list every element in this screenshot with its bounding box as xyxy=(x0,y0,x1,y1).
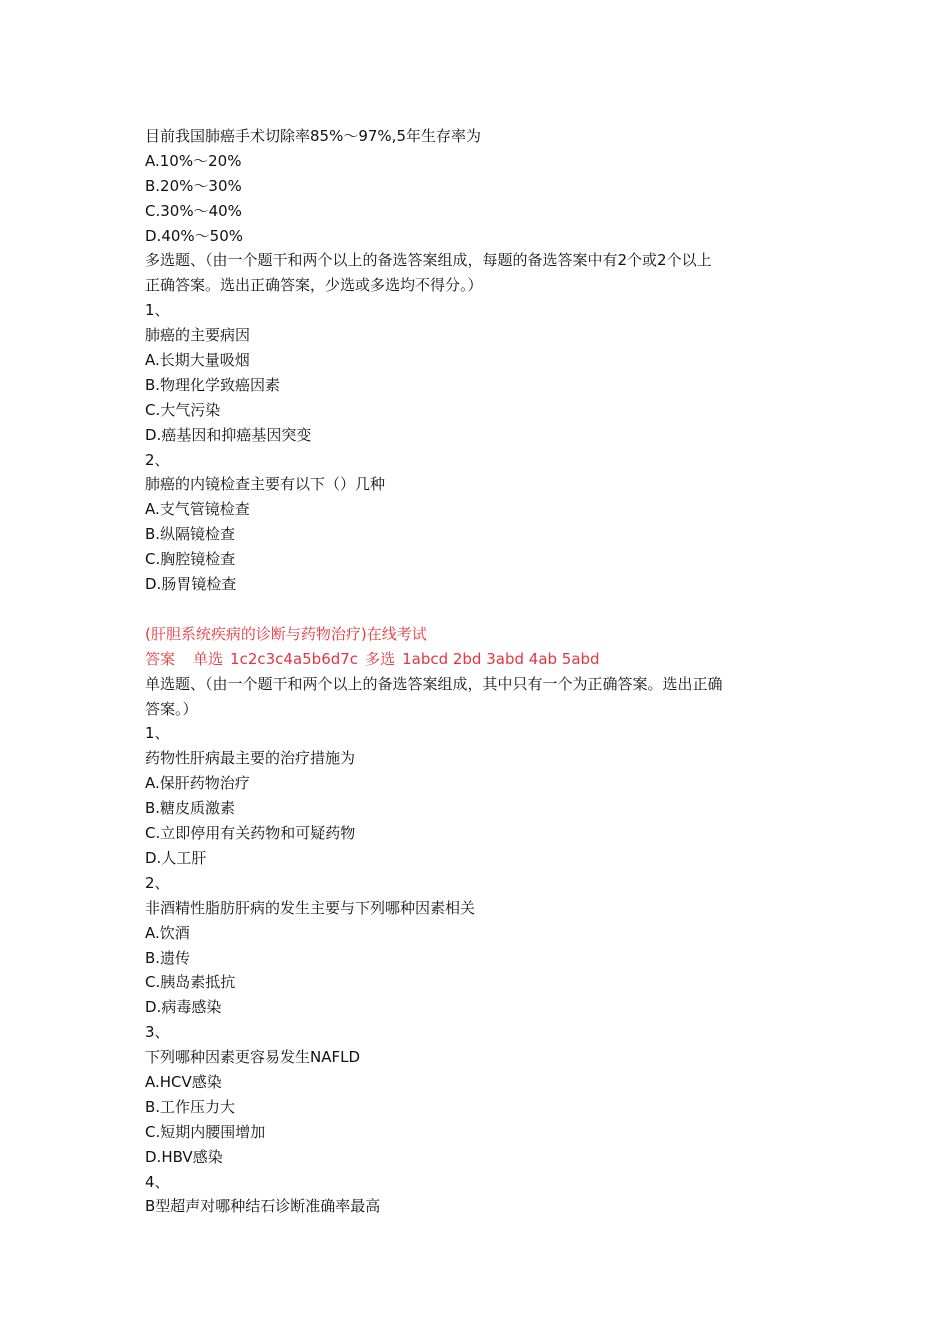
single-choice-instructions: 单选题、（由一个题干和两个以上的备选答案组成，其中只有一个为正确答案。选出正确 xyxy=(145,674,723,693)
option-c: C.立即停用有关药物和可疑药物 xyxy=(145,824,356,843)
exam-title: (肝胆系统疾病的诊断与药物治疗)在线考试 xyxy=(145,624,427,643)
option-a: A.HCV感染 xyxy=(145,1072,222,1091)
multi-answer-label: 多选 xyxy=(365,649,396,668)
option-c: C.大气污染 xyxy=(145,400,221,419)
single-answer-label: 单选 xyxy=(193,649,224,668)
option-b: B.工作压力大 xyxy=(145,1097,236,1116)
question-number: 2、 xyxy=(145,873,170,892)
option-d: D.病毒感染 xyxy=(145,998,222,1017)
document-content xyxy=(145,124,815,1219)
question-stem: 药物性肝病最主要的治疗措施为 xyxy=(145,749,356,768)
option-b: B.遗传 xyxy=(145,948,191,967)
option-d: D.40%～50% xyxy=(145,226,243,245)
question-number: 1、 xyxy=(145,301,170,320)
option-d: D.癌基因和抑癌基因突变 xyxy=(145,425,312,444)
section-spacer xyxy=(145,597,815,622)
option-c: C.胸腔镜检查 xyxy=(145,550,236,569)
question-number: 1、 xyxy=(145,724,170,743)
option-a: A.长期大量吸烟 xyxy=(145,351,250,370)
option-b: B.物理化学致癌因素 xyxy=(145,375,281,394)
option-a: A.支气管镜检查 xyxy=(145,500,250,519)
single-choice-instructions-cont: 答案。） xyxy=(145,699,198,718)
question-stem: 非酒精性脂肪肝病的发生主要与下列哪种因素相关 xyxy=(145,898,476,917)
question-stem: 目前我国肺癌手术切除率85%～97%,5年生存率为 xyxy=(145,127,481,145)
question-stem: 肺癌的主要病因 xyxy=(145,326,251,345)
option-b: B.20%～30% xyxy=(145,176,242,195)
option-b: B.糖皮质激素 xyxy=(145,799,236,818)
option-c: C.胰岛素抵抗 xyxy=(145,973,236,992)
option-c: C.30%～40% xyxy=(145,201,242,220)
answer-key xyxy=(145,647,815,672)
option-c: C.短期内腰围增加 xyxy=(145,1122,266,1141)
single-answer-key: 1c2c3c4a5b6d7c xyxy=(230,649,359,668)
option-d: D.人工肝 xyxy=(145,848,207,867)
question-number: 4、 xyxy=(145,1172,170,1191)
option-a: A.10%～20% xyxy=(145,151,242,170)
question-stem: 肺癌的内镜检查主要有以下（）几种 xyxy=(145,475,386,494)
option-a: A.保肝药物治疗 xyxy=(145,774,250,793)
multi-answer-key: 1abcd 2bd 3abd 4ab 5abd xyxy=(402,649,600,668)
option-b: B.纵隔镜检查 xyxy=(145,525,236,544)
option-a: A.饮酒 xyxy=(145,923,190,942)
question-number: 2、 xyxy=(145,450,170,469)
question-number: 3、 xyxy=(145,1023,170,1042)
question-stem: 下列哪种因素更容易发生NAFLD xyxy=(145,1048,361,1067)
option-d: D.肠胃镜检查 xyxy=(145,575,237,594)
option-d: D.HBV感染 xyxy=(145,1147,223,1166)
multi-choice-instructions-cont: 正确答案。选出正确答案，少选或多选均不得分。） xyxy=(145,276,483,295)
multi-choice-instructions: 多选题、（由一个题干和两个以上的备选答案组成，每题的备选答案中有2个或2个以上 xyxy=(145,251,712,270)
answer-label: 答案 xyxy=(145,649,176,668)
question-stem: B型超声对哪种结石诊断准确率最高 xyxy=(145,1197,381,1216)
